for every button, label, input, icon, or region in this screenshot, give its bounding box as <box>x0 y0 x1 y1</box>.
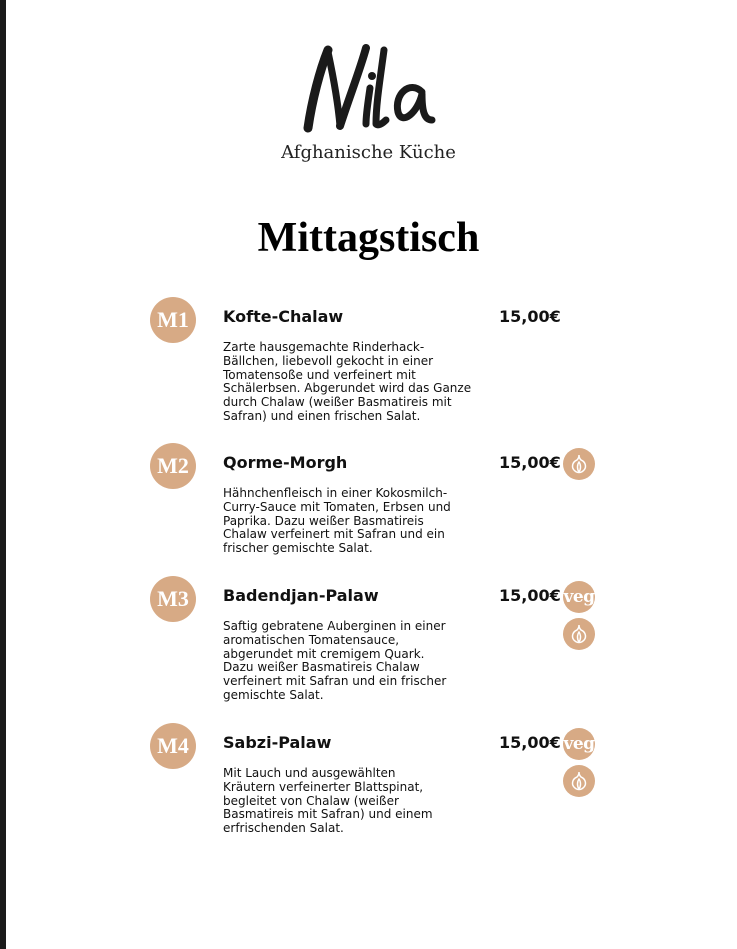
garlic-icon <box>563 448 595 480</box>
description-line: Dazu weißer Basmatireis Chalaw <box>223 660 420 675</box>
menu-item <box>0 443 737 573</box>
item-description <box>223 767 483 836</box>
tagline: Afghanische Küche <box>281 142 456 163</box>
garlic-icon <box>563 765 595 797</box>
item-code-badge: M3 <box>150 576 196 622</box>
description-line: verfeinert mit Safran und ein frischer <box>223 674 447 689</box>
description-line: gemischte Salat. <box>223 687 324 702</box>
item-price: 15,00€ <box>499 307 561 326</box>
description-line: Chalaw verfeinert mit Safran und ein <box>223 527 445 542</box>
veg-label: veg <box>563 587 595 607</box>
garlic-icon <box>563 618 595 650</box>
nila-logo <box>294 40 444 140</box>
item-price: 15,00€ <box>499 586 561 605</box>
veg-badge <box>563 728 595 760</box>
item-code-badge: M1 <box>150 297 196 343</box>
item-name: Qorme-Morgh <box>223 453 348 472</box>
item-name: Kofte-Chalaw <box>223 307 344 326</box>
item-price: 15,00€ <box>499 453 561 472</box>
veg-label: veg <box>563 734 595 754</box>
description-line: Paprika. Dazu weißer Basmatireis <box>223 513 424 528</box>
menu-item <box>0 576 737 716</box>
description-line: Saftig gebratene Auberginen in einer <box>223 619 446 633</box>
description-line: frischer gemischte Salat. <box>223 541 373 556</box>
description-line: Bällchen, liebevoll gekocht in einer <box>223 353 434 368</box>
description-line: Hähnchenfleisch in einer Kokosmilch- <box>223 486 448 500</box>
item-code-badge: M2 <box>150 443 196 489</box>
description-line: durch Chalaw (weißer Basmatireis mit <box>223 395 452 410</box>
description-line: Basmatireis mit Safran) und einem <box>223 807 433 822</box>
page-title: Mittagstisch <box>257 215 480 261</box>
item-price: 15,00€ <box>499 733 561 752</box>
description-line: Mit Lauch und ausgewählten <box>223 766 396 780</box>
description-line: aromatischen Tomatensauce, <box>223 632 400 647</box>
item-code-badge: M4 <box>150 723 196 769</box>
description-line: abgerundet mit cremigem Quark. <box>223 646 425 661</box>
item-description <box>223 487 483 556</box>
menu-item <box>0 297 737 437</box>
description-line: begleitet von Chalaw (weißer <box>223 793 399 808</box>
description-line: Kräutern verfeinerter Blattspinat, <box>223 779 424 794</box>
item-description <box>223 341 483 424</box>
item-name: Badendjan-Palaw <box>223 586 379 605</box>
description-line: erfrischenden Salat. <box>223 821 344 836</box>
description-line: Schälerbsen. Abgerundet wird das Ganze <box>223 381 472 396</box>
menu-item <box>0 723 737 853</box>
item-name: Sabzi-Palaw <box>223 733 332 752</box>
description-line: Tomatensoße und verfeinert mit <box>223 367 416 382</box>
item-description <box>223 620 483 703</box>
description-line: Curry-Sauce mit Tomaten, Erbsen und <box>223 499 451 514</box>
description-line: Safran) und einen frischen Salat. <box>223 408 421 423</box>
veg-badge <box>563 581 595 613</box>
description-line: Zarte hausgemachte Rinderhack- <box>223 340 425 354</box>
brand-header <box>0 40 737 140</box>
